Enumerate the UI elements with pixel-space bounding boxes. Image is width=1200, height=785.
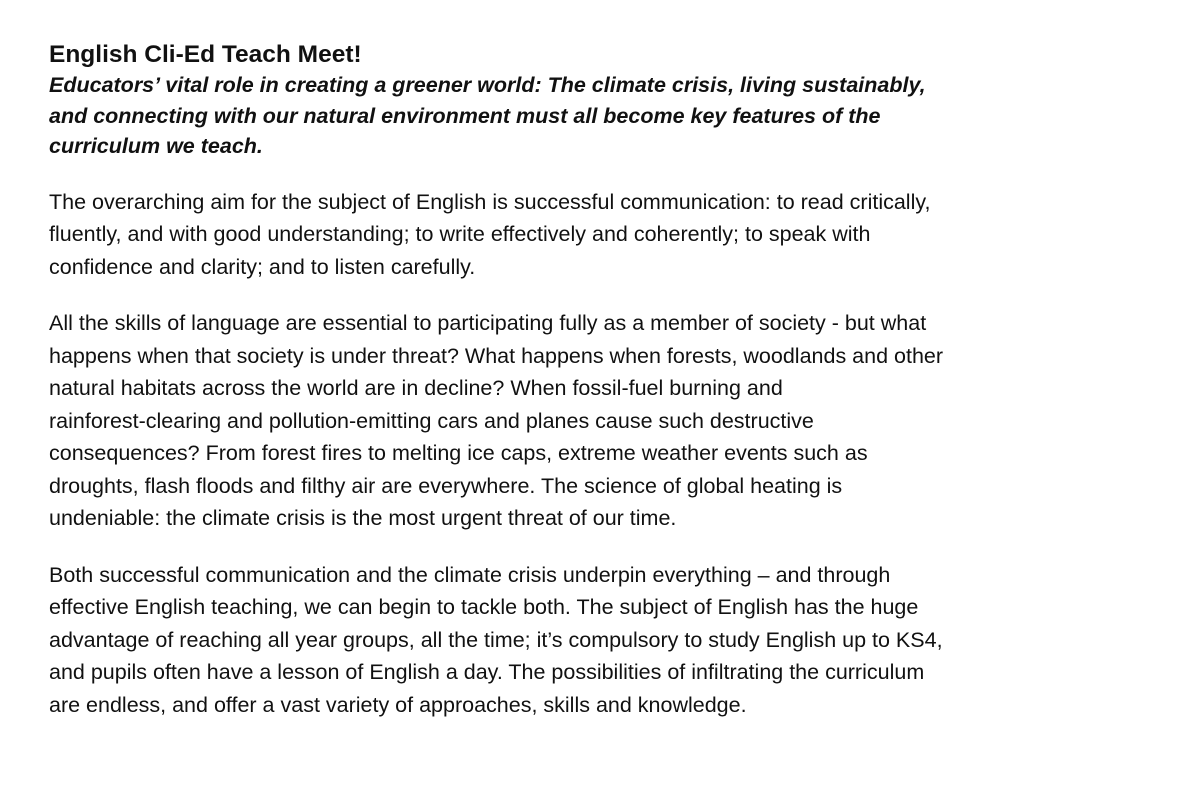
subtitle-line: Educators’ vital role in creating a greener world: The climate crisis, living sustainably,	[49, 73, 926, 97]
subtitle-line: curriculum we teach.	[49, 134, 263, 158]
paragraph-line: and pupils often have a lesson of English a day. The possibilities of infiltrating the curriculum	[49, 660, 925, 684]
paragraph-line: rainforest-clearing and pollution-emitting cars and planes cause such destructive	[49, 408, 814, 433]
paragraph-line: All the skills of language are essential to participating fully as a member of society - but what	[49, 311, 927, 335]
paragraph-line: advantage of reaching all year groups, all the time; it’s compulsory to study English up to KS4,	[49, 627, 943, 652]
paragraph-line: undeniable: the climate crisis is the most urgent threat of our time.	[49, 506, 677, 530]
subtitle-line: and connecting with our natural environment must all become key features of the	[49, 103, 881, 128]
paragraph-line: confidence and clarity; and to listen carefully.	[49, 254, 476, 279]
paragraph-line: consequences? From forest fires to melting ice caps, extreme weather events such as	[49, 441, 868, 465]
paragraph-line: droughts, flash floods and filthy air are everywhere. The science of global heating is	[49, 473, 843, 498]
paragraph-line: fluently, and with good understanding; to write effectively and coherently; to speak with	[49, 222, 871, 246]
paragraph-aim	[49, 186, 1159, 284]
paragraph-line: effective English teaching, we can begin to tackle both. The subject of English has the huge	[49, 595, 919, 619]
document-title: English Cli-Ed Teach Meet!	[49, 41, 362, 68]
paragraph-line: Both successful communication and the climate crisis underpin everything – and through	[49, 562, 891, 587]
paragraph-teaching	[49, 559, 1159, 722]
document-page	[49, 40, 1159, 745]
document-subtitle	[49, 70, 1159, 162]
paragraph-line: natural habitats across the world are in decline? When fossil-fuel burning and	[49, 376, 783, 400]
paragraph-line: happens when that society is under threat? What happens when forests, woodlands and other	[49, 343, 944, 368]
paragraph-line: are endless, and offer a vast variety of approaches, skills and knowledge.	[49, 692, 747, 717]
paragraph-threat	[49, 307, 1159, 535]
paragraph-line: The overarching aim for the subject of English is successful communication: to read critically,	[49, 189, 931, 214]
